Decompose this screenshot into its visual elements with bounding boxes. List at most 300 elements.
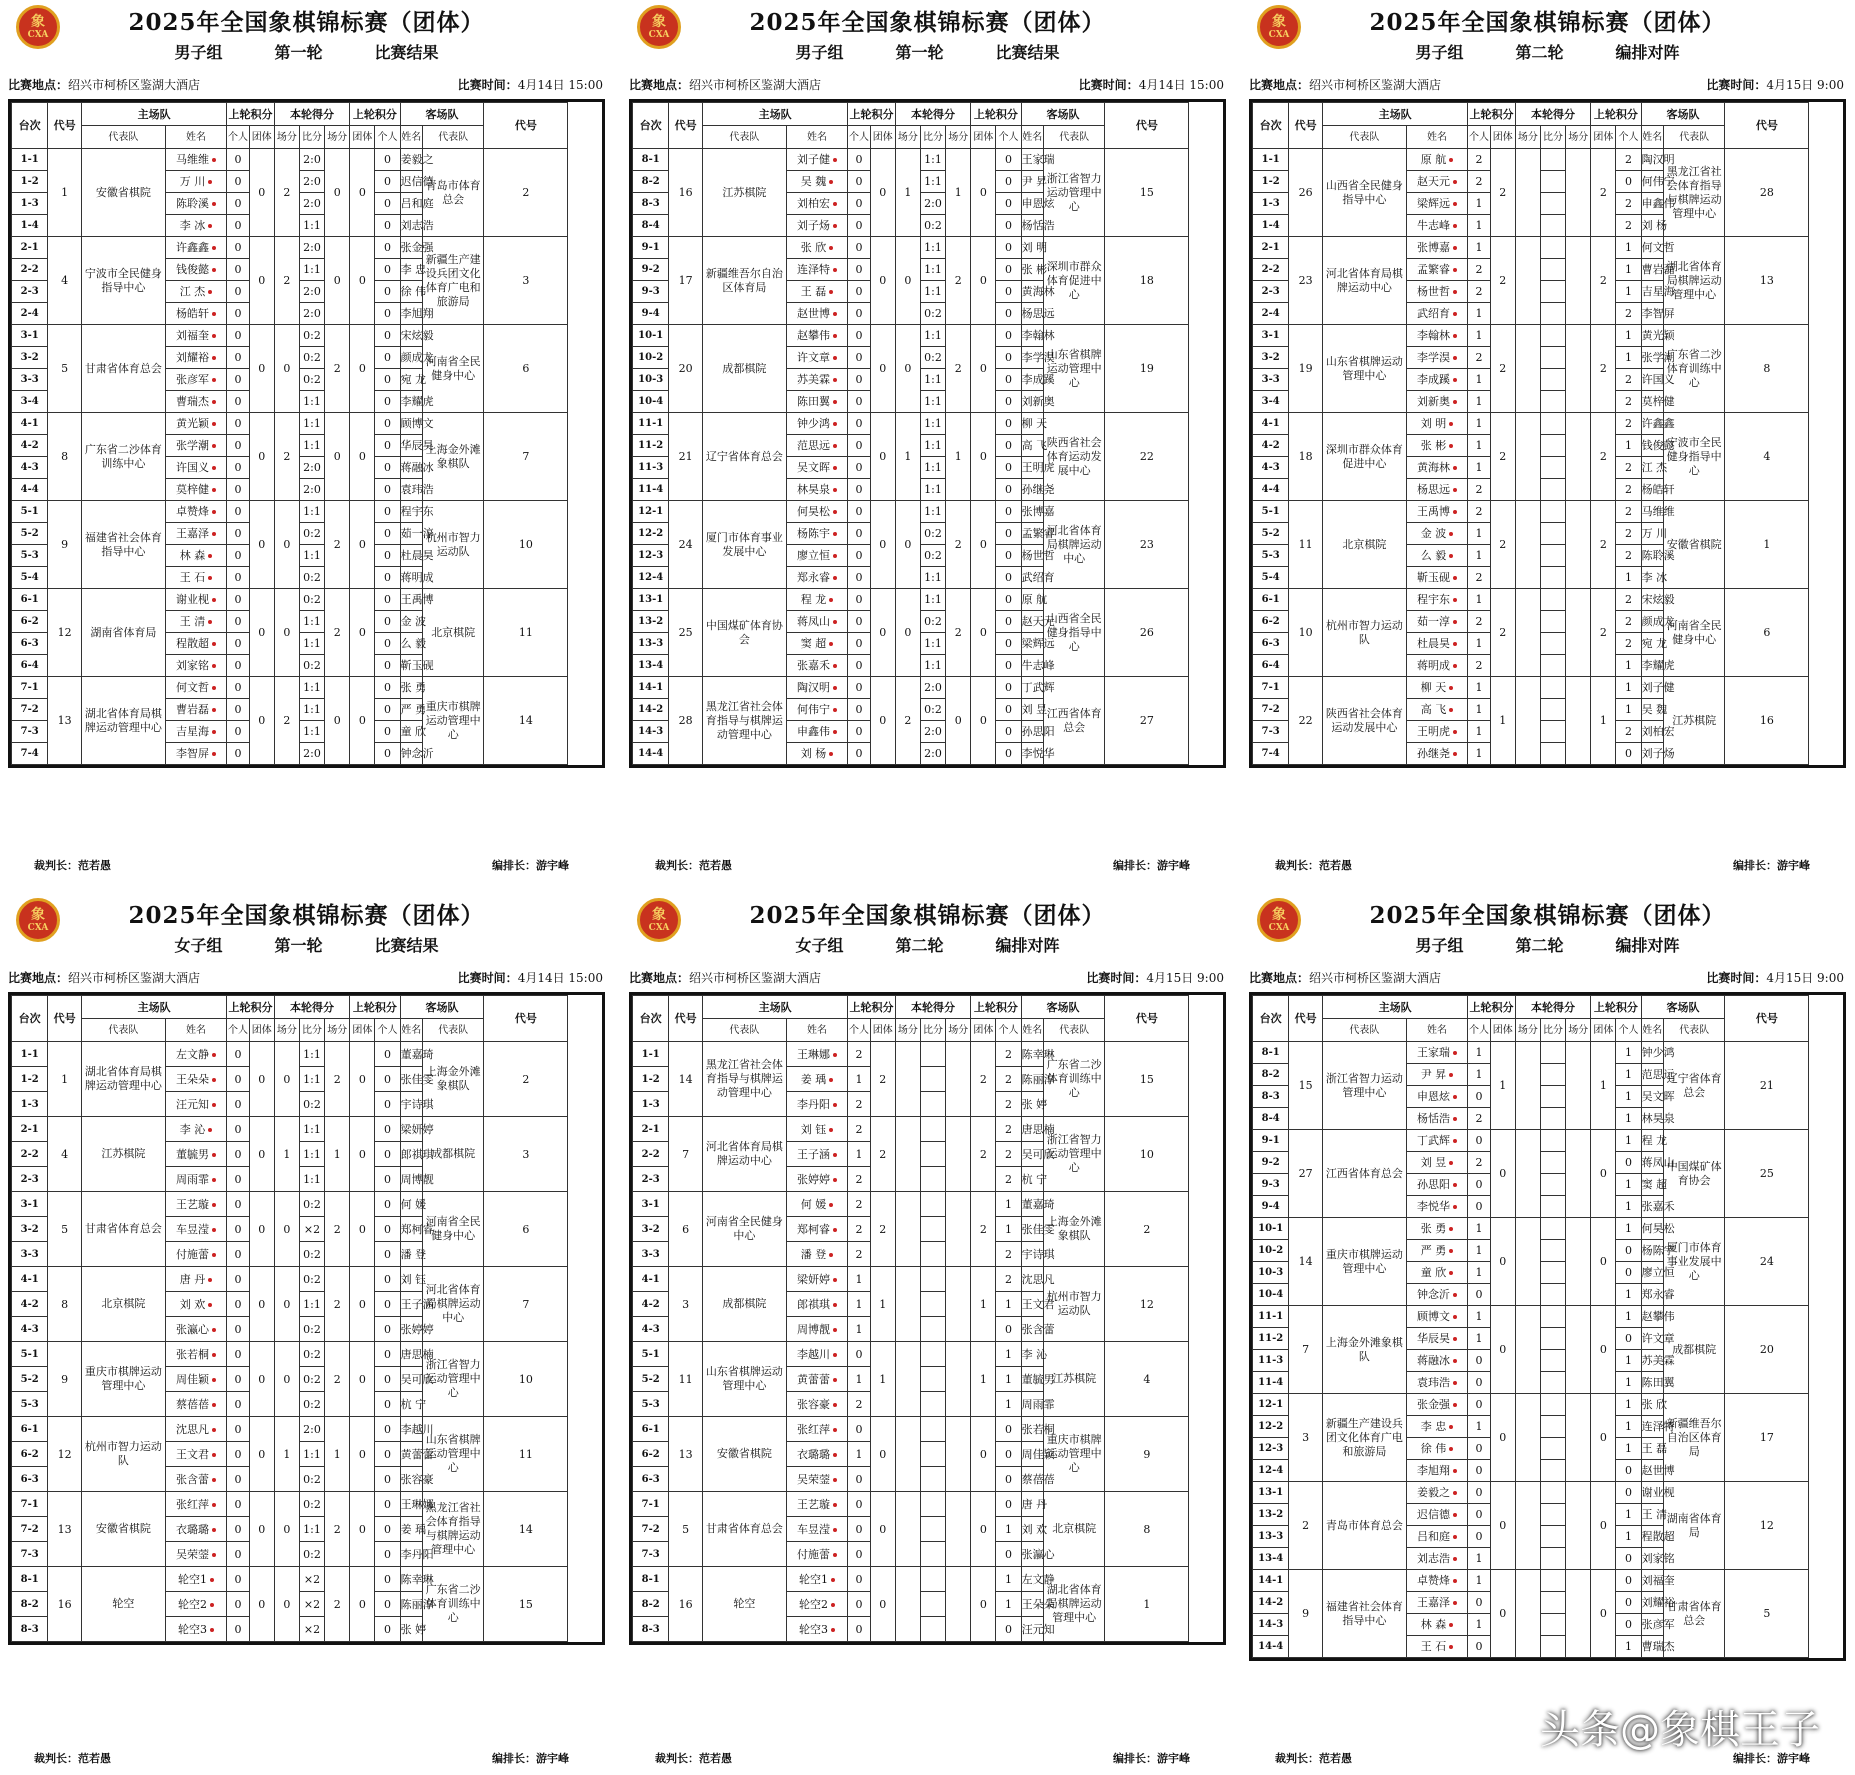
board-score: 1:1 bbox=[920, 391, 945, 413]
away-prev-grp: 0 bbox=[350, 149, 375, 237]
home-player: 严 勇 bbox=[1406, 1240, 1468, 1262]
board-number: 4-2 bbox=[633, 1292, 669, 1317]
away-team: 湖南省体育局 bbox=[1663, 1482, 1725, 1570]
table-row bbox=[12, 1267, 602, 1292]
board-number: 1-3 bbox=[633, 1092, 669, 1117]
home-team: 湖北省体育局棋牌运动管理中心 bbox=[81, 677, 165, 765]
home-prev-ind: 1 bbox=[1468, 1416, 1490, 1438]
away-prev-grp: 2 bbox=[1591, 149, 1616, 237]
subheader-3: 团体 bbox=[249, 1019, 274, 1042]
home-code: 12 bbox=[48, 1417, 82, 1492]
away-code: 7 bbox=[484, 413, 568, 501]
away-prev-ind: 0 bbox=[375, 1467, 400, 1492]
away-player: 董嘉琦 bbox=[400, 1042, 422, 1067]
home-prev-ind: 0 bbox=[227, 1467, 249, 1492]
time-label: 比赛时间： bbox=[1086, 971, 1147, 985]
logo-text: CXA bbox=[27, 922, 49, 933]
marker-icon bbox=[212, 532, 216, 536]
away-player: 吴可欣 bbox=[1021, 1142, 1043, 1167]
board-score bbox=[1540, 1240, 1565, 1262]
away-code: 5 bbox=[1725, 1570, 1809, 1658]
home-prev-ind: 0 bbox=[227, 1367, 249, 1392]
marker-icon bbox=[833, 1378, 837, 1382]
home-prev-ind: 2 bbox=[1468, 479, 1490, 501]
home-prev-ind: 0 bbox=[848, 567, 870, 589]
away-match-pts bbox=[1566, 1394, 1591, 1482]
home-prev-ind: 0 bbox=[227, 435, 249, 457]
home-match-pts: 1 bbox=[274, 1117, 299, 1192]
away-player: 何昊松 bbox=[1641, 1218, 1663, 1240]
home-team: 江西省体育总会 bbox=[1322, 1130, 1406, 1218]
board-number: 4-4 bbox=[12, 479, 48, 501]
marker-icon bbox=[1449, 1447, 1453, 1451]
board-number: 5-3 bbox=[1253, 545, 1289, 567]
away-prev-ind: 1 bbox=[1616, 1196, 1641, 1218]
board-number: 6-3 bbox=[633, 1467, 669, 1492]
marker-icon bbox=[212, 400, 216, 404]
home-player: 武绍育 bbox=[1406, 303, 1468, 325]
away-code: 3 bbox=[484, 1117, 568, 1192]
away-code: 10 bbox=[1105, 1117, 1189, 1192]
marker-icon bbox=[208, 180, 212, 184]
board-number: 13-3 bbox=[1253, 1526, 1289, 1548]
away-player: 尹 昇 bbox=[1021, 171, 1043, 193]
board-score: 1:1 bbox=[299, 1292, 324, 1317]
home-team: 甘肃省体育总会 bbox=[81, 325, 165, 413]
arranger-note: 编排长：游宇峰 bbox=[1733, 1752, 1810, 1765]
marker-icon bbox=[212, 752, 216, 756]
home-prev-grp: 1 bbox=[1490, 1042, 1515, 1130]
away-player: 颜成龙 bbox=[400, 347, 422, 369]
home-prev-ind: 0 bbox=[848, 611, 870, 633]
board-number: 8-4 bbox=[1253, 1108, 1289, 1130]
home-prev-ind: 0 bbox=[1468, 1460, 1490, 1482]
home-player: 牛志峰 bbox=[1406, 215, 1468, 237]
home-prev-ind: 0 bbox=[227, 1592, 249, 1617]
away-prev-ind: 1 bbox=[1616, 281, 1641, 303]
away-code: 12 bbox=[1105, 1267, 1189, 1342]
board-score: 1:1 bbox=[299, 1117, 324, 1142]
home-team: 北京棋院 bbox=[81, 1267, 165, 1342]
table-row bbox=[12, 677, 602, 699]
home-player: 茹一淳 bbox=[1406, 611, 1468, 633]
board-number: 6-1 bbox=[12, 589, 48, 611]
subheader-1: 姓名 bbox=[165, 1019, 227, 1042]
home-player: 刘子健 bbox=[786, 149, 848, 171]
away-match-pts: 2 bbox=[325, 589, 350, 677]
board-number: 1-2 bbox=[12, 1067, 48, 1092]
sheet-subtitle bbox=[625, 933, 1230, 956]
away-prev-ind: 1 bbox=[1616, 1284, 1641, 1306]
away-match-pts bbox=[946, 1567, 971, 1642]
away-player: 宋炫毅 bbox=[400, 325, 422, 347]
subheader-7: 团体 bbox=[1591, 1019, 1616, 1042]
board-number: 8-3 bbox=[12, 1617, 48, 1642]
away-match-pts: 2 bbox=[325, 325, 350, 413]
board-score: 1:1 bbox=[299, 259, 324, 281]
results-table bbox=[629, 99, 1226, 768]
home-player: 刘耀裕 bbox=[165, 347, 227, 369]
board-score: 1:1 bbox=[299, 501, 324, 523]
away-prev-grp: 1 bbox=[1591, 1042, 1616, 1130]
away-player: 吉星海 bbox=[1641, 281, 1663, 303]
away-prev-ind: 0 bbox=[996, 655, 1021, 677]
home-prev-ind: 0 bbox=[227, 1142, 249, 1167]
marker-icon bbox=[833, 510, 837, 514]
home-player: 张金强 bbox=[1406, 1394, 1468, 1416]
home-prev-ind: 0 bbox=[848, 237, 870, 259]
home-prev-ind: 0 bbox=[848, 303, 870, 325]
away-prev-ind: 0 bbox=[996, 1417, 1021, 1442]
marker-icon bbox=[1453, 1205, 1457, 1209]
board-number: 4-3 bbox=[12, 457, 48, 479]
board-score: 1:1 bbox=[299, 721, 324, 743]
board-number: 5-2 bbox=[633, 1367, 669, 1392]
away-match-pts bbox=[1566, 1482, 1591, 1570]
away-player: 王子涵 bbox=[400, 1292, 422, 1317]
home-code: 1 bbox=[48, 149, 82, 237]
away-player: 连泽特 bbox=[1641, 1416, 1663, 1438]
away-match-pts: 0 bbox=[325, 237, 350, 325]
marker-icon bbox=[210, 1603, 214, 1607]
board-number: 6-4 bbox=[12, 655, 48, 677]
marker-icon bbox=[833, 730, 837, 734]
home-player: 蒋凤山 bbox=[786, 611, 848, 633]
board-number: 2-1 bbox=[12, 237, 48, 259]
away-prev-ind: 2 bbox=[1616, 633, 1641, 655]
away-prev-ind: 2 bbox=[996, 1142, 1021, 1167]
away-player: 李翰林 bbox=[1021, 325, 1043, 347]
home-prev-grp: 0 bbox=[1490, 1394, 1515, 1482]
away-player: 钟念沂 bbox=[400, 743, 422, 765]
board-score bbox=[920, 1292, 945, 1317]
home-prev-grp: 0 bbox=[249, 589, 274, 677]
header-board: 台次 bbox=[633, 996, 669, 1042]
home-prev-ind: 0 bbox=[227, 1267, 249, 1292]
table-row bbox=[1253, 1218, 1843, 1240]
board-score bbox=[1540, 1130, 1565, 1152]
home-match-pts bbox=[895, 1417, 920, 1492]
board-score bbox=[920, 1567, 945, 1592]
away-prev-ind: 0 bbox=[996, 391, 1021, 413]
table-row bbox=[633, 149, 1223, 171]
board-score bbox=[1540, 303, 1565, 325]
board-number: 2-2 bbox=[12, 259, 48, 281]
board-score: 0:2 bbox=[299, 1192, 324, 1217]
home-code: 7 bbox=[669, 1117, 703, 1192]
away-code: 27 bbox=[1105, 677, 1189, 765]
subheader-9: 姓名 bbox=[1641, 126, 1663, 149]
board-score bbox=[1540, 589, 1565, 611]
board-number: 8-4 bbox=[633, 215, 669, 237]
round-label: 第一轮 bbox=[895, 43, 944, 62]
home-player: 杨思远 bbox=[1406, 479, 1468, 501]
subheader-10: 代表队 bbox=[422, 126, 484, 149]
home-prev-ind: 0 bbox=[227, 413, 249, 435]
home-code: 16 bbox=[669, 149, 703, 237]
board-number: 12-3 bbox=[633, 545, 669, 567]
away-prev-ind: 0 bbox=[375, 721, 400, 743]
away-team: 辽宁省体育总会 bbox=[1663, 1042, 1725, 1130]
board-score: 0:2 bbox=[920, 523, 945, 545]
away-prev-ind: 1 bbox=[996, 1517, 1021, 1542]
time-info bbox=[1706, 969, 1844, 986]
home-player: 刘 欢 bbox=[165, 1292, 227, 1317]
away-prev-ind: 0 bbox=[1616, 1328, 1641, 1350]
away-prev-ind: 0 bbox=[996, 589, 1021, 611]
home-team: 湖北省体育局棋牌运动管理中心 bbox=[81, 1042, 165, 1117]
home-player: 李学淏 bbox=[1406, 347, 1468, 369]
away-code: 18 bbox=[1105, 237, 1189, 325]
away-prev-grp: 0 bbox=[350, 501, 375, 589]
home-prev-ind: 1 bbox=[848, 1292, 870, 1317]
home-player: 江 杰 bbox=[165, 281, 227, 303]
marker-icon bbox=[212, 1378, 216, 1382]
arranger-note: 编排长：游宇峰 bbox=[1733, 859, 1810, 872]
board-score: 1:1 bbox=[920, 655, 945, 677]
away-player: 张博嘉 bbox=[1021, 501, 1043, 523]
home-prev-ind: 0 bbox=[1468, 1592, 1490, 1614]
board-number: 5-2 bbox=[1253, 523, 1289, 545]
table-row bbox=[1253, 1306, 1843, 1328]
marker-icon bbox=[208, 1278, 212, 1282]
home-prev-grp: 2 bbox=[1490, 501, 1515, 589]
away-player: 蔡蓓蓓 bbox=[1021, 1467, 1043, 1492]
subheader-7: 团体 bbox=[971, 1019, 996, 1042]
board-score: 0:2 bbox=[299, 1492, 324, 1517]
away-player: 姜毅之 bbox=[400, 149, 422, 171]
away-player: 曹岩磊 bbox=[1641, 259, 1663, 281]
away-match-pts: 0 bbox=[325, 677, 350, 765]
away-prev-ind: 2 bbox=[1616, 215, 1641, 237]
home-prev-grp: 0 bbox=[249, 1417, 274, 1492]
home-player: 钟念沂 bbox=[1406, 1284, 1468, 1306]
home-match-pts: 0 bbox=[274, 1342, 299, 1417]
home-prev-grp: 0 bbox=[249, 1192, 274, 1267]
board-number: 6-1 bbox=[633, 1417, 669, 1442]
away-player: 么 毅 bbox=[400, 633, 422, 655]
table-row bbox=[12, 149, 602, 171]
away-prev-ind: 0 bbox=[375, 545, 400, 567]
home-prev-ind: 2 bbox=[1468, 1152, 1490, 1174]
board-score bbox=[920, 1442, 945, 1467]
away-prev-grp: 1 bbox=[971, 1342, 996, 1417]
home-prev-ind: 2 bbox=[1468, 611, 1490, 633]
home-player: 刘 昱 bbox=[1406, 1152, 1468, 1174]
arranger-note: 编排长：游宇峰 bbox=[492, 859, 569, 872]
marker-icon bbox=[833, 1103, 837, 1107]
away-player: 李越川 bbox=[400, 1417, 422, 1442]
away-player: 窦 超 bbox=[1641, 1174, 1663, 1196]
venue-value: 绍兴市柯桥区鉴湖大酒店 bbox=[1309, 971, 1442, 985]
home-player: 林 森 bbox=[165, 545, 227, 567]
header-prev: 上轮积分 bbox=[848, 103, 896, 126]
board-number: 7-3 bbox=[12, 721, 48, 743]
board-score: 1:1 bbox=[920, 589, 945, 611]
away-player: 李旭翔 bbox=[400, 303, 422, 325]
away-prev-ind: 0 bbox=[375, 1567, 400, 1592]
away-prev-ind: 1 bbox=[1616, 1108, 1641, 1130]
marker-icon bbox=[1453, 1095, 1457, 1099]
header-prev: 上轮积分 bbox=[848, 996, 896, 1019]
marker-icon bbox=[1453, 1381, 1457, 1385]
away-prev-ind: 0 bbox=[996, 149, 1021, 171]
home-prev-ind: 0 bbox=[227, 545, 249, 567]
marker-icon bbox=[208, 290, 212, 294]
marker-icon bbox=[1453, 1491, 1457, 1495]
away-player: 刘 杨 bbox=[1641, 215, 1663, 237]
board-number: 14-2 bbox=[633, 699, 669, 721]
away-team: 山东省棋牌运动管理中心 bbox=[422, 1417, 484, 1492]
time-value: 4月14日 15:00 bbox=[517, 78, 603, 92]
away-prev-grp: 2 bbox=[1591, 501, 1616, 589]
header-code: 代号 bbox=[1289, 996, 1323, 1042]
home-prev-ind: 0 bbox=[227, 171, 249, 193]
home-player: 李成蹊 bbox=[1406, 369, 1468, 391]
away-prev-ind: 1 bbox=[1616, 1504, 1641, 1526]
away-prev-ind: 0 bbox=[996, 457, 1021, 479]
away-prev-ind: 0 bbox=[996, 633, 1021, 655]
away-prev-ind: 2 bbox=[1616, 721, 1641, 743]
away-prev-grp: 0 bbox=[350, 1492, 375, 1567]
sheet-4 bbox=[4, 895, 609, 1765]
board-score bbox=[1540, 369, 1565, 391]
home-code: 9 bbox=[48, 1342, 82, 1417]
home-team: 安徽省棋院 bbox=[81, 1492, 165, 1567]
away-player: 王 磊 bbox=[1641, 1438, 1663, 1460]
board-score: 2:0 bbox=[299, 171, 324, 193]
away-player: 周雨霏 bbox=[1021, 1392, 1043, 1417]
board-score: 1:1 bbox=[920, 479, 945, 501]
away-player: 唐思楠 bbox=[1021, 1117, 1043, 1142]
home-prev-ind: 0 bbox=[227, 611, 249, 633]
sheet-title: 2025年全国象棋锦标赛（团体） bbox=[1369, 902, 1726, 929]
away-prev-grp: 2 bbox=[1591, 589, 1616, 677]
home-prev-ind: 0 bbox=[227, 1567, 249, 1592]
board-number: 7-2 bbox=[12, 1517, 48, 1542]
subheader-8: 个人 bbox=[996, 1019, 1021, 1042]
home-team: 厦门市体育事业发展中心 bbox=[702, 501, 786, 589]
away-match-pts bbox=[946, 1417, 971, 1492]
away-match-pts: 2 bbox=[946, 237, 971, 325]
kind-label: 编排对阵 bbox=[1615, 936, 1680, 955]
group-label: 男子组 bbox=[174, 43, 223, 62]
marker-icon bbox=[833, 554, 837, 558]
board-number: 9-3 bbox=[1253, 1174, 1289, 1196]
board-number: 6-3 bbox=[1253, 633, 1289, 655]
home-match-pts: 0 bbox=[274, 1267, 299, 1342]
home-prev-ind: 2 bbox=[848, 1217, 870, 1242]
away-player: 陈丽淳 bbox=[400, 1592, 422, 1617]
board-score: 0:2 bbox=[920, 611, 945, 633]
home-prev-ind: 1 bbox=[1468, 633, 1490, 655]
away-prev-ind: 2 bbox=[1616, 391, 1641, 413]
home-match-pts bbox=[1515, 1394, 1540, 1482]
board-score: 0:2 bbox=[920, 215, 945, 237]
away-team: 广东省二沙体育训练中心 bbox=[1043, 1042, 1105, 1117]
results-table bbox=[1249, 99, 1846, 768]
home-prev-ind: 0 bbox=[227, 655, 249, 677]
header-prev: 上轮积分 bbox=[227, 996, 275, 1019]
home-player: 姜 瑀 bbox=[786, 1067, 848, 1092]
board-score bbox=[1540, 1482, 1565, 1504]
home-code: 4 bbox=[48, 1117, 82, 1192]
home-player: 王 磊 bbox=[786, 281, 848, 303]
home-prev-grp: 2 bbox=[870, 1042, 895, 1117]
marker-icon bbox=[1449, 1073, 1453, 1077]
home-prev-ind: 1 bbox=[1468, 457, 1490, 479]
board-score: 1:1 bbox=[299, 1442, 324, 1467]
board-score: 2:0 bbox=[299, 193, 324, 215]
marker-icon bbox=[212, 356, 216, 360]
home-prev-ind: 1 bbox=[1468, 1306, 1490, 1328]
board-number: 11-1 bbox=[1253, 1306, 1289, 1328]
home-prev-ind: 1 bbox=[1468, 721, 1490, 743]
table-row bbox=[12, 501, 602, 523]
board-score bbox=[1540, 1218, 1565, 1240]
marker-icon bbox=[208, 620, 212, 624]
board-number: 7-4 bbox=[12, 743, 48, 765]
subheader-7: 团体 bbox=[350, 126, 375, 149]
logo-char: 象 bbox=[652, 906, 666, 923]
header-code-away: 代号 bbox=[484, 996, 568, 1042]
board-score bbox=[1540, 1196, 1565, 1218]
board-score bbox=[920, 1117, 945, 1142]
away-player: 杭 宁 bbox=[1021, 1167, 1043, 1192]
away-prev-ind: 0 bbox=[375, 1542, 400, 1567]
marker-icon bbox=[1453, 1403, 1457, 1407]
results-table bbox=[1249, 992, 1846, 1661]
kind-label: 比赛结果 bbox=[995, 43, 1060, 62]
header-code-away: 代号 bbox=[1105, 996, 1189, 1042]
header-prev: 上轮积分 bbox=[1468, 103, 1516, 126]
home-prev-ind: 1 bbox=[848, 1367, 870, 1392]
table-row bbox=[633, 413, 1223, 435]
subheader-9: 姓名 bbox=[1021, 1019, 1043, 1042]
away-team: 河北省体育局棋牌运动中心 bbox=[422, 1267, 484, 1342]
board-number: 8-1 bbox=[1253, 1042, 1289, 1064]
away-team: 陕西省社会体育运动发展中心 bbox=[1043, 413, 1105, 501]
home-prev-grp: 2 bbox=[870, 1117, 895, 1192]
away-prev-ind: 0 bbox=[375, 699, 400, 721]
results-table bbox=[8, 992, 605, 1645]
home-player: 钱俊懿 bbox=[165, 259, 227, 281]
home-prev-ind: 0 bbox=[227, 215, 249, 237]
board-score: 1:1 bbox=[920, 281, 945, 303]
away-prev-ind: 0 bbox=[375, 1592, 400, 1617]
away-match-pts bbox=[946, 1267, 971, 1342]
board-score bbox=[1540, 1328, 1565, 1350]
board-score: 0:2 bbox=[299, 589, 324, 611]
home-player: 孙思阳 bbox=[1406, 1174, 1468, 1196]
home-prev-ind: 0 bbox=[227, 1417, 249, 1442]
board-score bbox=[1540, 1570, 1565, 1592]
away-player: 王家瑞 bbox=[1021, 149, 1043, 171]
sheet-title: 2025年全国象棋锦标赛（团体） bbox=[128, 9, 485, 36]
home-code: 5 bbox=[48, 325, 82, 413]
logo-text: CXA bbox=[1268, 922, 1290, 933]
time-value: 4月15日 9:00 bbox=[1146, 971, 1224, 985]
home-player: 刘柏宏 bbox=[786, 193, 848, 215]
away-player: 刘 钰 bbox=[400, 1267, 422, 1292]
home-player: 王嘉泽 bbox=[165, 523, 227, 545]
board-number: 1-2 bbox=[1253, 171, 1289, 193]
board-score: 0:2 bbox=[920, 699, 945, 721]
header-prev: 上轮积分 bbox=[227, 103, 275, 126]
away-prev-ind: 1 bbox=[996, 1192, 1021, 1217]
away-prev-ind: 0 bbox=[375, 589, 400, 611]
board-score: 1:1 bbox=[920, 413, 945, 435]
